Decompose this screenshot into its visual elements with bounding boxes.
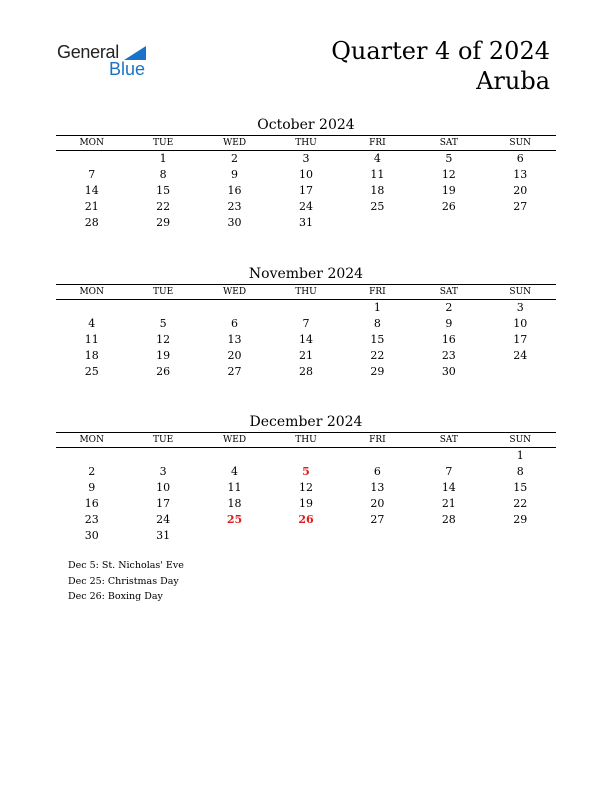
month-title: October 2024 (257, 117, 355, 133)
day-cell: 8 (516, 465, 524, 478)
day-cell: 23 (84, 513, 99, 526)
day-cell (485, 364, 556, 380)
weekday-label: FRI (369, 435, 386, 445)
holiday-note: Dec 25: Christmas Day (68, 575, 179, 587)
day-cell (413, 448, 484, 464)
day-cell: 28 (84, 216, 99, 229)
day-cell: 21 (298, 349, 313, 362)
day-cell: 29 (156, 216, 171, 229)
day-cell: 27 (513, 200, 528, 213)
day-cell: 12 (441, 168, 456, 181)
holiday-note: Dec 26: Boxing Day (68, 591, 163, 602)
day-cell: 24 (298, 200, 313, 213)
day-cell: 17 (156, 497, 171, 510)
weekday-label: TUE (153, 435, 174, 445)
day-cell: 16 (441, 333, 456, 346)
day-cell: 30 (227, 216, 242, 229)
day-cell: 9 (445, 317, 453, 330)
week-row (56, 448, 556, 464)
day-cell (413, 528, 484, 544)
day-cell: 20 (227, 349, 242, 362)
week-row (56, 332, 556, 348)
day-cell: 16 (84, 497, 99, 510)
week-row (56, 480, 556, 496)
day-cell: 19 (298, 497, 313, 510)
day-cell: 23 (441, 349, 456, 362)
day-cell: 10 (513, 317, 528, 330)
day-cell (342, 215, 413, 231)
day-cell: 22 (513, 497, 528, 510)
day-cell: 18 (84, 349, 99, 362)
day-cell: 9 (88, 481, 96, 494)
day-cell (56, 300, 127, 316)
day-cell: 26 (156, 365, 171, 378)
day-cell: 15 (156, 184, 171, 197)
day-cell: 29 (513, 513, 528, 526)
week-row (56, 316, 556, 332)
month-title: December 2024 (249, 414, 363, 430)
month-calendar (56, 412, 556, 544)
day-cell: 6 (516, 152, 524, 165)
day-cell (485, 528, 556, 544)
weekday-label: SAT (439, 435, 458, 445)
day-cell: 11 (227, 481, 242, 494)
day-cell: 6 (231, 317, 239, 330)
day-cell: 14 (298, 333, 313, 346)
weekday-label: TUE (153, 287, 174, 297)
weekday-label: SAT (439, 138, 458, 148)
day-cell: 24 (513, 349, 528, 362)
day-cell: 13 (513, 168, 528, 181)
day-cell: 16 (227, 184, 242, 197)
day-cell: 25 (84, 365, 99, 378)
day-cell: 12 (156, 333, 171, 346)
holiday-day-cell: 25 (226, 513, 243, 526)
day-cell: 30 (441, 365, 456, 378)
day-cell: 1 (373, 301, 381, 314)
day-cell (413, 215, 484, 231)
day-cell: 15 (513, 481, 528, 494)
weekday-label: SUN (509, 287, 532, 297)
day-cell: 9 (231, 168, 239, 181)
day-cell: 7 (445, 465, 453, 478)
weekday-label: FRI (369, 287, 386, 297)
day-cell: 17 (513, 333, 528, 346)
day-cell: 22 (370, 349, 385, 362)
day-cell: 27 (227, 365, 242, 378)
day-cell: 7 (302, 317, 310, 330)
month-calendar (56, 264, 556, 380)
day-cell: 17 (298, 184, 313, 197)
day-cell (342, 528, 413, 544)
day-cell (56, 151, 127, 167)
holiday-notes (68, 558, 184, 605)
weekday-label: MON (79, 138, 104, 148)
week-row (56, 512, 556, 528)
day-cell (342, 448, 413, 464)
day-cell: 10 (298, 168, 313, 181)
day-cell: 7 (88, 168, 96, 181)
day-cell: 24 (156, 513, 171, 526)
day-cell: 15 (370, 333, 385, 346)
day-cell: 18 (370, 184, 385, 197)
day-cell: 3 (516, 301, 524, 314)
day-cell: 31 (298, 216, 313, 229)
generalblue-logo (57, 42, 157, 82)
day-cell (270, 528, 341, 544)
week-row (56, 364, 556, 380)
weekday-label: THU (295, 287, 317, 297)
day-cell: 12 (298, 481, 313, 494)
weekday-label: WED (223, 287, 247, 297)
weekday-label: WED (223, 435, 247, 445)
day-cell: 22 (156, 200, 171, 213)
week-row (56, 528, 556, 544)
week-row (56, 167, 556, 183)
day-cell: 8 (373, 317, 381, 330)
day-cell: 3 (302, 152, 310, 165)
weekday-label: MON (79, 287, 104, 297)
day-cell: 29 (370, 365, 385, 378)
weekday-header (56, 432, 556, 448)
weekday-label: SAT (439, 287, 458, 297)
day-cell: 28 (298, 365, 313, 378)
day-cell (485, 215, 556, 231)
weekday-label: TUE (153, 138, 174, 148)
day-cell: 31 (156, 529, 171, 542)
quarter-title: Quarter 4 of 2024 (331, 37, 550, 65)
day-cell: 2 (231, 152, 239, 165)
week-row (56, 348, 556, 364)
weekday-label: THU (295, 138, 317, 148)
day-cell (199, 300, 270, 316)
day-cell: 4 (231, 465, 239, 478)
month-calendar (56, 115, 556, 231)
day-cell: 30 (84, 529, 99, 542)
day-cell: 23 (227, 200, 242, 213)
weekday-label: MON (79, 435, 104, 445)
day-cell: 20 (370, 497, 385, 510)
week-row (56, 300, 556, 316)
logo-triangle-icon (124, 46, 146, 60)
country-title: Aruba (476, 67, 550, 95)
day-cell: 6 (373, 465, 381, 478)
day-cell: 26 (441, 200, 456, 213)
day-cell: 11 (370, 168, 385, 181)
day-cell: 11 (84, 333, 99, 346)
week-row (56, 464, 556, 480)
week-row (56, 215, 556, 231)
day-cell: 3 (159, 465, 167, 478)
day-cell: 10 (156, 481, 171, 494)
weekday-label: SUN (509, 435, 532, 445)
month-title: November 2024 (248, 266, 364, 282)
day-cell: 25 (370, 200, 385, 213)
day-cell: 21 (84, 200, 99, 213)
weekday-label: SUN (509, 138, 532, 148)
week-row (56, 199, 556, 215)
day-cell (270, 300, 341, 316)
week-row (56, 496, 556, 512)
day-cell: 13 (370, 481, 385, 494)
day-cell (127, 300, 198, 316)
day-cell: 4 (373, 152, 381, 165)
day-cell: 13 (227, 333, 242, 346)
day-cell: 14 (84, 184, 99, 197)
logo-text-blue: Blue (109, 59, 146, 79)
holiday-day-cell: 26 (298, 513, 314, 526)
week-row (56, 183, 556, 199)
weekday-label: WED (223, 138, 247, 148)
weekday-header (56, 284, 556, 300)
holiday-day-cell: 5 (302, 465, 310, 478)
day-cell: 1 (159, 152, 167, 165)
day-cell: 5 (445, 152, 453, 165)
day-cell: 8 (159, 168, 167, 181)
day-cell: 2 (445, 301, 453, 314)
weekday-header (56, 135, 556, 151)
day-cell (199, 528, 270, 544)
day-cell: 20 (513, 184, 528, 197)
day-cell: 19 (156, 349, 171, 362)
day-cell: 1 (516, 449, 524, 462)
day-cell: 14 (441, 481, 456, 494)
holiday-note: Dec 5: St. Nicholas' Eve (68, 560, 184, 571)
day-cell: 28 (441, 513, 456, 526)
logo-text-general: General (57, 42, 119, 62)
weekday-label: THU (295, 435, 317, 445)
day-cell: 27 (370, 513, 385, 526)
day-cell: 19 (441, 184, 456, 197)
day-cell: 4 (88, 317, 96, 330)
day-cell (56, 448, 127, 464)
day-cell (270, 448, 341, 464)
day-cell: 5 (159, 317, 167, 330)
day-cell (199, 448, 270, 464)
weekday-label: FRI (369, 138, 386, 148)
day-cell: 2 (88, 465, 96, 478)
day-cell: 18 (227, 497, 242, 510)
week-row (56, 151, 556, 167)
day-cell (127, 448, 198, 464)
page-title (331, 36, 550, 96)
day-cell: 21 (441, 497, 456, 510)
